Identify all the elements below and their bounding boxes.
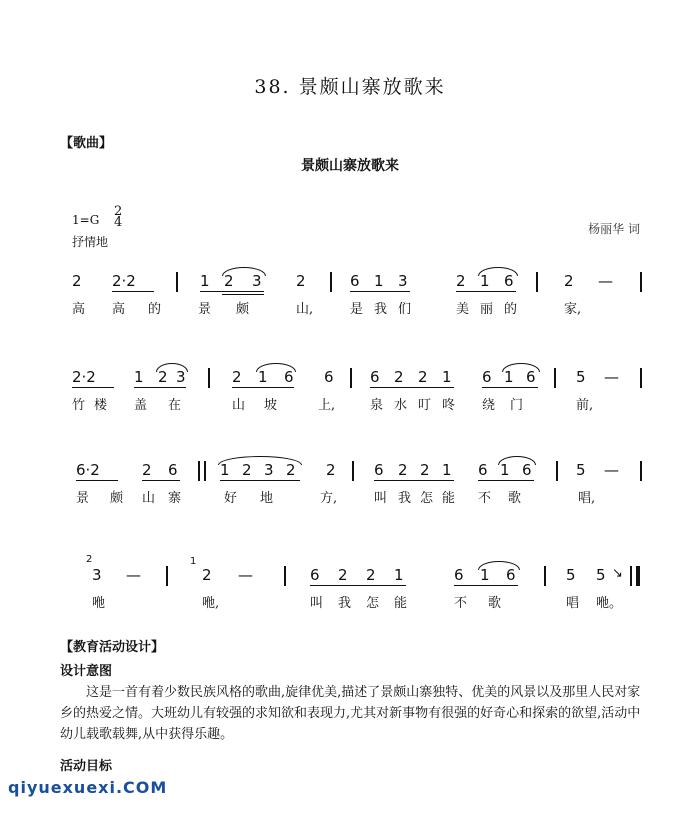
lyric: 地 <box>260 491 274 506</box>
note: 1 <box>480 566 490 584</box>
time-signature <box>114 206 122 228</box>
note: 6 <box>168 461 178 479</box>
note: 2 <box>338 566 348 584</box>
lyric: 好 <box>224 491 238 506</box>
note: 2 <box>142 461 152 479</box>
slur <box>478 561 520 570</box>
note: 6 <box>522 461 532 479</box>
lyric: 高 <box>72 302 86 317</box>
note: — <box>238 566 253 584</box>
note: 1 <box>394 566 404 584</box>
slur <box>256 363 296 372</box>
lyric: 颇 <box>236 302 250 317</box>
beam <box>232 387 294 388</box>
note: 5 <box>566 566 576 584</box>
note: 6 <box>324 368 334 386</box>
note: 5 <box>576 461 586 479</box>
barline <box>284 566 286 586</box>
note: 2 <box>564 272 574 290</box>
lyric: 门 <box>510 398 524 413</box>
tempo-marking: 抒情地 <box>72 235 109 249</box>
lyric: 我 <box>398 491 412 506</box>
beam <box>142 480 180 481</box>
lyric: 们 <box>398 302 412 317</box>
lyric: 山 <box>232 398 246 413</box>
barline <box>176 272 178 292</box>
lyric: 寨 <box>168 491 182 506</box>
note: 2 <box>326 461 336 479</box>
lyric: 怎 <box>420 491 434 506</box>
barline <box>330 272 332 292</box>
time-bottom: 4 <box>114 215 123 230</box>
lyric: 丽 <box>480 302 494 317</box>
lyric: 咃 <box>92 596 106 611</box>
barline <box>640 272 642 292</box>
lyric: 咚 <box>442 398 456 413</box>
lyric: 水 <box>394 398 408 413</box>
beam <box>374 480 454 481</box>
note: 3 <box>252 272 262 290</box>
beam <box>310 585 406 586</box>
barline <box>166 566 168 586</box>
slur <box>222 267 266 276</box>
time-top: 2 <box>114 204 123 219</box>
goal-heading: 活动目标 <box>60 759 113 774</box>
lyric: 能 <box>442 491 456 506</box>
note: 2 <box>286 461 296 479</box>
note: 6 <box>478 461 488 479</box>
beam <box>222 294 264 295</box>
lyric: 方, <box>320 491 338 506</box>
site-watermark: qiyuexuexi.COM <box>8 778 168 797</box>
lyric: 山 <box>142 491 156 506</box>
barline <box>208 368 210 388</box>
final-barline <box>630 566 632 586</box>
beam <box>112 291 154 292</box>
note: 6 <box>350 272 360 290</box>
lyric: 楼 <box>94 398 108 413</box>
lyric: 颇 <box>110 491 124 506</box>
song-title: 景颇山寨放歌来 <box>301 158 399 174</box>
lyric: 竹 <box>72 398 86 413</box>
lyric: 歌 <box>508 491 522 506</box>
note: 1 <box>442 368 452 386</box>
beam <box>76 480 118 481</box>
note: 2 <box>224 272 234 290</box>
beam <box>478 480 534 481</box>
barline <box>554 368 556 388</box>
note: 2 <box>394 368 404 386</box>
note: 6·2 <box>76 461 100 479</box>
note: 5 <box>576 368 586 386</box>
slur <box>478 267 518 276</box>
note: 1 <box>500 461 510 479</box>
note: 1 <box>480 272 490 290</box>
note: 5 <box>596 566 606 584</box>
note: 6 <box>374 461 384 479</box>
lyric: 在 <box>168 398 182 413</box>
lyric: 美 <box>456 302 470 317</box>
note: 1 <box>134 368 144 386</box>
lyric: 的 <box>148 302 162 317</box>
note: 3 <box>398 272 408 290</box>
lyric: 盖 <box>134 398 148 413</box>
lyric: 唱 <box>566 596 580 611</box>
note: — <box>598 272 613 290</box>
page-title: 38. 景颇山寨放歌来 <box>254 76 446 98</box>
note: 6 <box>310 566 320 584</box>
lyric: 绕 <box>482 398 496 413</box>
note: 6 <box>526 368 536 386</box>
lyric: 景 <box>198 302 212 317</box>
note: 2·2 <box>72 368 96 386</box>
lyric: 咃, <box>202 596 220 611</box>
score-row-3 <box>68 461 648 533</box>
lyric: 怎 <box>366 596 380 611</box>
beam <box>220 480 300 481</box>
final-barline <box>636 566 640 586</box>
note: 6 <box>370 368 380 386</box>
lyric: 不 <box>478 491 492 506</box>
note: 3 <box>264 461 274 479</box>
beam <box>370 387 454 388</box>
lyric: 家, <box>564 302 582 317</box>
lyric: 山, <box>296 302 314 317</box>
barline <box>204 461 206 481</box>
lyric: 高 <box>112 302 126 317</box>
slur <box>218 456 302 465</box>
note: 2 <box>418 368 428 386</box>
score-row-4 <box>68 554 648 638</box>
note: 2 <box>72 272 82 290</box>
lyric: 我 <box>338 596 352 611</box>
lyric: 前, <box>576 398 594 413</box>
beam <box>350 291 410 292</box>
song-section-tag: 【歌曲】 <box>60 136 113 151</box>
score-row-2 <box>68 368 648 440</box>
lyric: 不 <box>454 596 468 611</box>
lyric: 能 <box>394 596 408 611</box>
grace-note: 1 <box>190 556 197 567</box>
note: 2 <box>420 461 430 479</box>
note: — <box>604 461 619 479</box>
barline <box>352 461 354 481</box>
note: 2 <box>456 272 466 290</box>
note: 1 <box>374 272 384 290</box>
note: 1 <box>504 368 514 386</box>
lyric: 坡 <box>264 398 278 413</box>
note: 2·2 <box>112 272 136 290</box>
lyric: 叫 <box>374 491 388 506</box>
barline <box>350 368 352 388</box>
note: 1 <box>258 368 268 386</box>
beam <box>482 387 538 388</box>
lyric: 的 <box>504 302 518 317</box>
note: 2 <box>158 368 168 386</box>
lyric: 歌 <box>488 596 502 611</box>
lyric: 唱, <box>578 491 596 506</box>
note: — <box>604 368 619 386</box>
note: 6 <box>454 566 464 584</box>
lyric: 是 <box>350 302 364 317</box>
design-section-tag: 【教育活动设计】 <box>60 640 165 655</box>
lyric: 咃。 <box>596 596 623 611</box>
note: 2 <box>202 566 212 584</box>
intent-paragraph: 这是一首有着少数民族风格的歌曲,旋律优美,描述了景颇山寨独特、优美的风景以及那里人民对家乡的热爱之情。大班幼儿有较强的求知欲和表现力,尤其对新事物有很强的好奇心和探索的欲望,活动中幼儿载歌载舞,从中获得乐趣。 <box>60 685 641 742</box>
note: — <box>126 566 141 584</box>
key-signature: 1=G <box>72 213 100 227</box>
barline <box>198 461 200 481</box>
barline <box>640 461 642 481</box>
beam <box>456 291 516 292</box>
lyric: 景 <box>76 491 90 506</box>
beam <box>200 291 264 292</box>
barline <box>556 461 558 481</box>
barline <box>536 272 538 292</box>
lyric: 我 <box>374 302 388 317</box>
note: 6 <box>506 566 516 584</box>
note: 6 <box>284 368 294 386</box>
beam <box>454 585 518 586</box>
grace-note: 2 <box>86 554 93 565</box>
barline <box>640 368 642 388</box>
slur <box>502 363 540 372</box>
note: 3 <box>176 368 186 386</box>
note: 2 <box>242 461 252 479</box>
note: 2 <box>398 461 408 479</box>
barline <box>544 566 546 586</box>
lyric: 泉 <box>370 398 384 413</box>
score-row-1 <box>68 272 648 344</box>
note: 2 <box>296 272 306 290</box>
beam <box>134 387 186 388</box>
note: 1 <box>220 461 230 479</box>
lyric: 叫 <box>310 596 324 611</box>
note: 2 <box>232 368 242 386</box>
beam <box>72 387 114 388</box>
note: 3 <box>92 566 102 584</box>
note: 6 <box>504 272 514 290</box>
intent-heading: 设计意图 <box>60 664 113 679</box>
slur <box>498 456 536 465</box>
note: 1 <box>200 272 210 290</box>
lyric: 上, <box>318 398 336 413</box>
note: 6 <box>482 368 492 386</box>
breath-mark-icon: ↘ <box>612 566 623 581</box>
lyricist-credit: 杨丽华 词 <box>588 222 640 236</box>
slur <box>156 363 188 372</box>
lyric: 叮 <box>418 398 432 413</box>
note: 1 <box>442 461 452 479</box>
note: 2 <box>366 566 376 584</box>
